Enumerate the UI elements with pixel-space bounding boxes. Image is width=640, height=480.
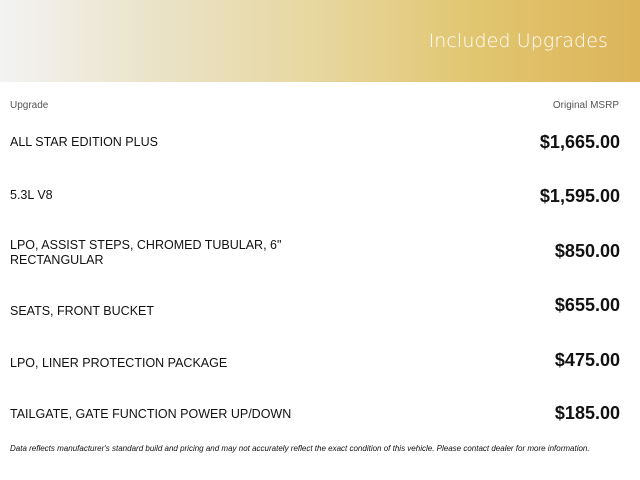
upgrade-price: $655.00 (554, 295, 620, 315)
table-row (10, 132, 620, 172)
table-row (10, 403, 620, 443)
column-header-upgrade: Upgrade (10, 100, 49, 111)
upgrade-name: 5.3L V8 (10, 188, 53, 202)
upgrade-price: $185.00 (554, 403, 620, 423)
upgrade-name: LPO, ASSIST STEPS, CHROMED TUBULAR, 6" RECTANGULAR (10, 238, 282, 267)
table-row (10, 237, 620, 277)
table-row (10, 185, 620, 225)
table-row (10, 349, 620, 389)
column-header-msrp: Original MSRP (552, 100, 619, 111)
upgrade-price: $850.00 (554, 241, 620, 261)
upgrade-price: $475.00 (554, 350, 620, 370)
upgrade-name: SEATS, FRONT BUCKET (10, 304, 155, 318)
banner-title: Included Upgrades (428, 30, 608, 52)
table-row (10, 294, 620, 334)
disclaimer-text: Data reflects manufacturer's standard build and pricing and may not accurately reflect the exact condition of this vehicle. Please contact dealer for more information. (10, 444, 590, 453)
upgrade-price: $1,595.00 (539, 186, 620, 206)
upgrade-name: ALL STAR EDITION PLUS (10, 135, 158, 149)
header-banner (0, 0, 640, 82)
upgrade-name: TAILGATE, GATE FUNCTION POWER UP/DOWN (10, 407, 292, 421)
upgrade-price: $1,665.00 (539, 132, 620, 152)
upgrade-name: LPO, LINER PROTECTION PACKAGE (10, 356, 228, 370)
